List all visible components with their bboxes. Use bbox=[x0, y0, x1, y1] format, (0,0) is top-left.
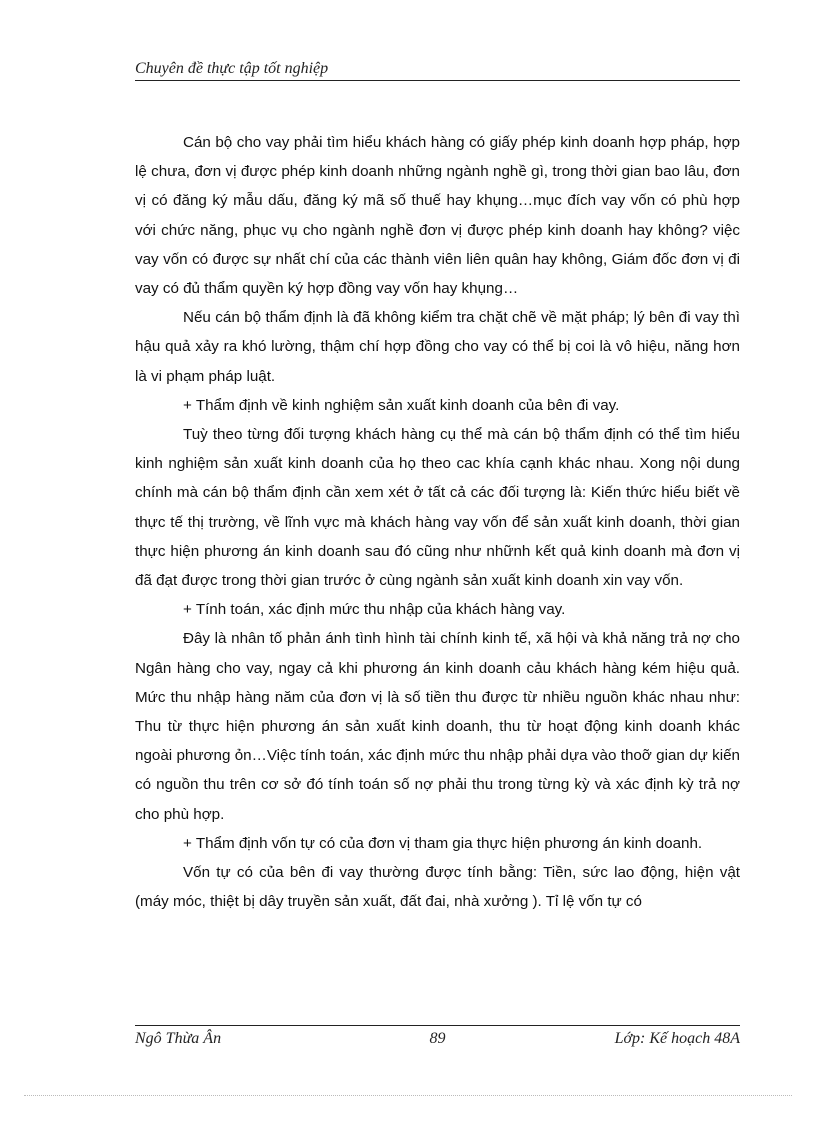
paragraph: Nếu cán bộ thẩm định là đã không kiểm tra chặt chẽ về mặt pháp; lý bên đi vay thì hậu quả xảy ra khó lường, thậm chí hợp đồng cho vay có thể bị coi là vô hiệu, năng hơn là vi phạm pháp luật. bbox=[135, 309, 740, 385]
paragraph: Tuỳ theo từng đối tượng khách hàng cụ thể mà cán bộ thẩm định có thể tìm hiểu kinh nghiệm sản xuất kinh doanh của họ theo cac khía cạnh khác nhau. Xong nội dung chính mà cán bộ thẩm định cần xem xét ở tất cả các đối tượng là: Kiến thức hiểu biết về thực tế thị trường, về lĩnh vực mà khách hàng vay vốn để sản xuất kinh doanh, thời gian thực hiện phương án kinh doanh sau đó cũng như nhữnh kết quả kinh doanh mà đơn vị đã đạt được trong thời gian trước ở cùng ngành sản xuất kinh doanh xin vay vốn. bbox=[135, 426, 740, 590]
section-heading: + Tính toán, xác định mức thu nhập của khách hàng vay. bbox=[183, 601, 566, 619]
page-edge-divider bbox=[24, 1095, 792, 1096]
section-heading: + Thẩm định vốn tự có của đơn vị tham gia thực hiện phương án kinh doanh. bbox=[183, 834, 703, 852]
section-heading: + Thẩm định về kinh nghiệm sản xuất kinh doanh của bên đi vay. bbox=[183, 396, 620, 414]
paragraph: Cán bộ cho vay phải tìm hiểu khách hàng có giấy phép kinh doanh hợp pháp, hợp lệ chưa, đơn vị được phép kinh doanh những ngành nghề gì, trong thời gian bao lâu, đơn vị có đăng ký mẫu dấu, đăng ký mã số thuế hay khụng…mục đích vay vốn có phù hợp với chức năng, phục vụ cho ngành nghề đơn vị được phép kinh doanh hay không? việc vay vốn có được sự nhất chí của các thành viên liên quân hay không, Giám đốc đơn vị đi vay có đủ thẩm quyền ký hợp đồng vay vốn hay khụng… bbox=[135, 134, 740, 298]
paragraph: Đây là nhân tố phản ánh tình hình tài chính kinh tế, xã hội và khả năng trả nợ cho Ngân hàng cho vay, ngay cả khi phương án kinh doanh cảu khách hàng kém hiệu quả. Mức thu nhập hàng năm của đơn vị là số tiền thu được từ nhiều nguồn khác nhau như: Thu từ thực hiện phương án sản xuất kinh doanh, thu từ hoạt động kinh doanh khác ngoài phương ỏn…Việc tính toán, xác định mức thu nhập phải dựa vào thoỡ gian dự kiến có nguồn thu trên cơ sở đó tính toán số nợ phải thu trong từng kỳ và xác định kỳ trả nợ cho phù hợp. bbox=[135, 630, 740, 823]
page-footer bbox=[135, 1025, 740, 1052]
footer-author: Ngô Thừa Ân bbox=[135, 1030, 222, 1047]
body-text bbox=[135, 128, 740, 916]
page-header bbox=[135, 58, 740, 81]
header-title: Chuyên đề thực tập tốt nghiệp bbox=[135, 60, 329, 77]
page-number: 89 bbox=[429, 1030, 446, 1047]
footer-class: Lớp: Kế hoạch 48A bbox=[614, 1030, 740, 1047]
paragraph: Vốn tự có của bên đi vay thường được tính bằng: Tiền, sức lao động, hiện vật (máy móc, thiệt bị dây truyền sản xuất, đất đai, nhà xưởng ). Tỉ lệ vốn tự có bbox=[135, 864, 740, 911]
